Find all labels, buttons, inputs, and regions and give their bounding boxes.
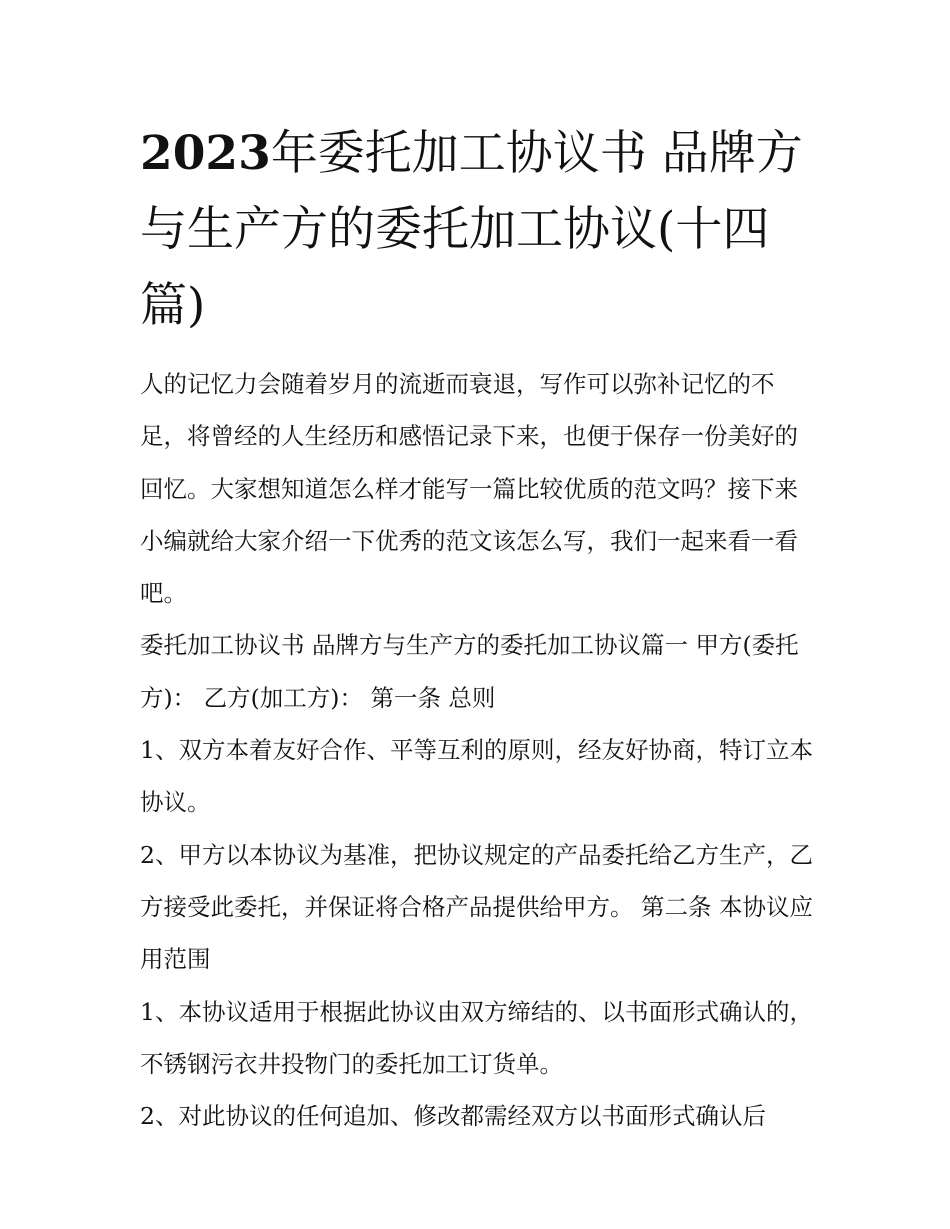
document-title	[140, 116, 820, 344]
document-body	[140, 358, 816, 1142]
paragraph-clause-1-2: 2、甲方以本协议为基准，把协议规定的产品委托给乙方生产，乙方接受此委托，并保证将合格产品提供给甲方。 第二条 本协议应用范围	[140, 840, 813, 974]
paragraph-intro: 人的记忆力会随着岁月的流逝而衰退，写作可以弥补记忆的不足，将曾经的人生经历和感悟记录下来，也便于保存一份美好的回忆。大家想知道怎么样才能写一篇比较优质的范文吗？接下来小编就给大家介绍一下优秀的范文该怎么写，我们一起来看一看吧。	[140, 370, 798, 608]
title-year: 2023	[140, 126, 271, 181]
title-text: 年委托加工协议书 品牌方与生产方的委托加工协议(十四篇)	[140, 126, 803, 333]
paragraph-clause-2-1: 1、本协议适用于根据此协议由双方缔结的、以书面形式确认的，不锈钢污衣井投物门的委托加工订货单。	[140, 997, 813, 1078]
paragraph-clause-2-2: 2、对此协议的任何追加、修改都需经双方以书面形式确认后	[140, 1102, 766, 1131]
paragraph-clause-1-1: 1、双方本着友好合作、平等互利的原则，经友好协商，特订立本协议。	[140, 736, 813, 817]
paragraph-heading-section-1: 委托加工协议书 品牌方与生产方的委托加工协议篇一 甲方(委托方)： 乙方(加工方)： 第一条 总则	[140, 631, 799, 712]
